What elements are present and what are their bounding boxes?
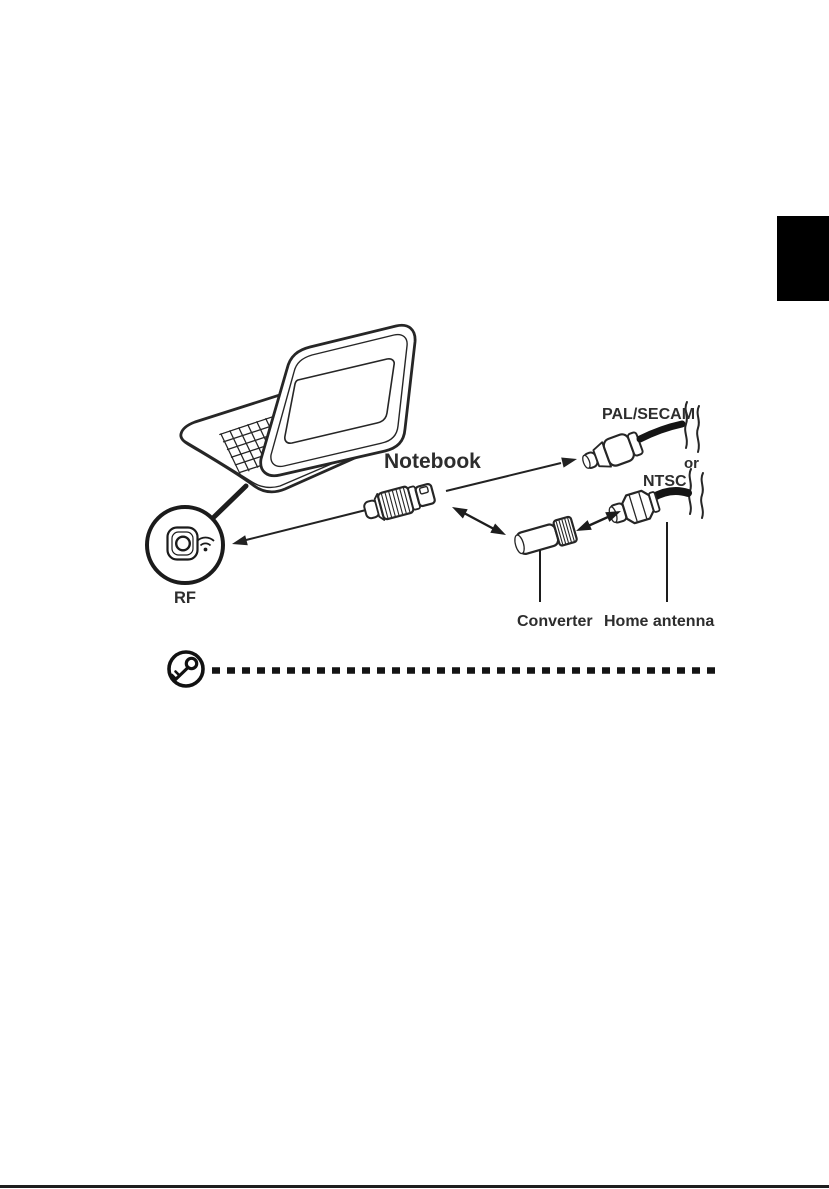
- pal-secam-label: PAL/SECAM: [602, 406, 696, 423]
- note-key-icon: [169, 652, 203, 686]
- or-label: or: [684, 455, 699, 472]
- arrow-to-rf-port: [232, 510, 366, 545]
- rf-port-circle: [147, 507, 223, 583]
- notebook-label: Notebook: [384, 450, 481, 473]
- rf-port-callout-line: [214, 486, 246, 517]
- home-antenna-label: Home antenna: [604, 613, 715, 630]
- home-antenna-connector: [606, 487, 662, 529]
- rf-label: RF: [174, 589, 196, 607]
- ntsc-label: NTSC: [643, 473, 687, 490]
- converter-connector: [512, 516, 577, 558]
- laptop-illustration: [181, 325, 415, 491]
- ntsc-cable: [652, 491, 688, 498]
- rf-cable-connector: [362, 480, 437, 524]
- converter-label: Converter: [517, 613, 593, 630]
- pal-secam-cable: [640, 424, 682, 439]
- page-side-tab: [777, 216, 829, 301]
- pal-secam-connector: [579, 429, 644, 476]
- rf-port-icon: [168, 528, 198, 560]
- double-arrow-connector-converter: [452, 507, 506, 535]
- page-bottom-edge: [0, 1185, 829, 1188]
